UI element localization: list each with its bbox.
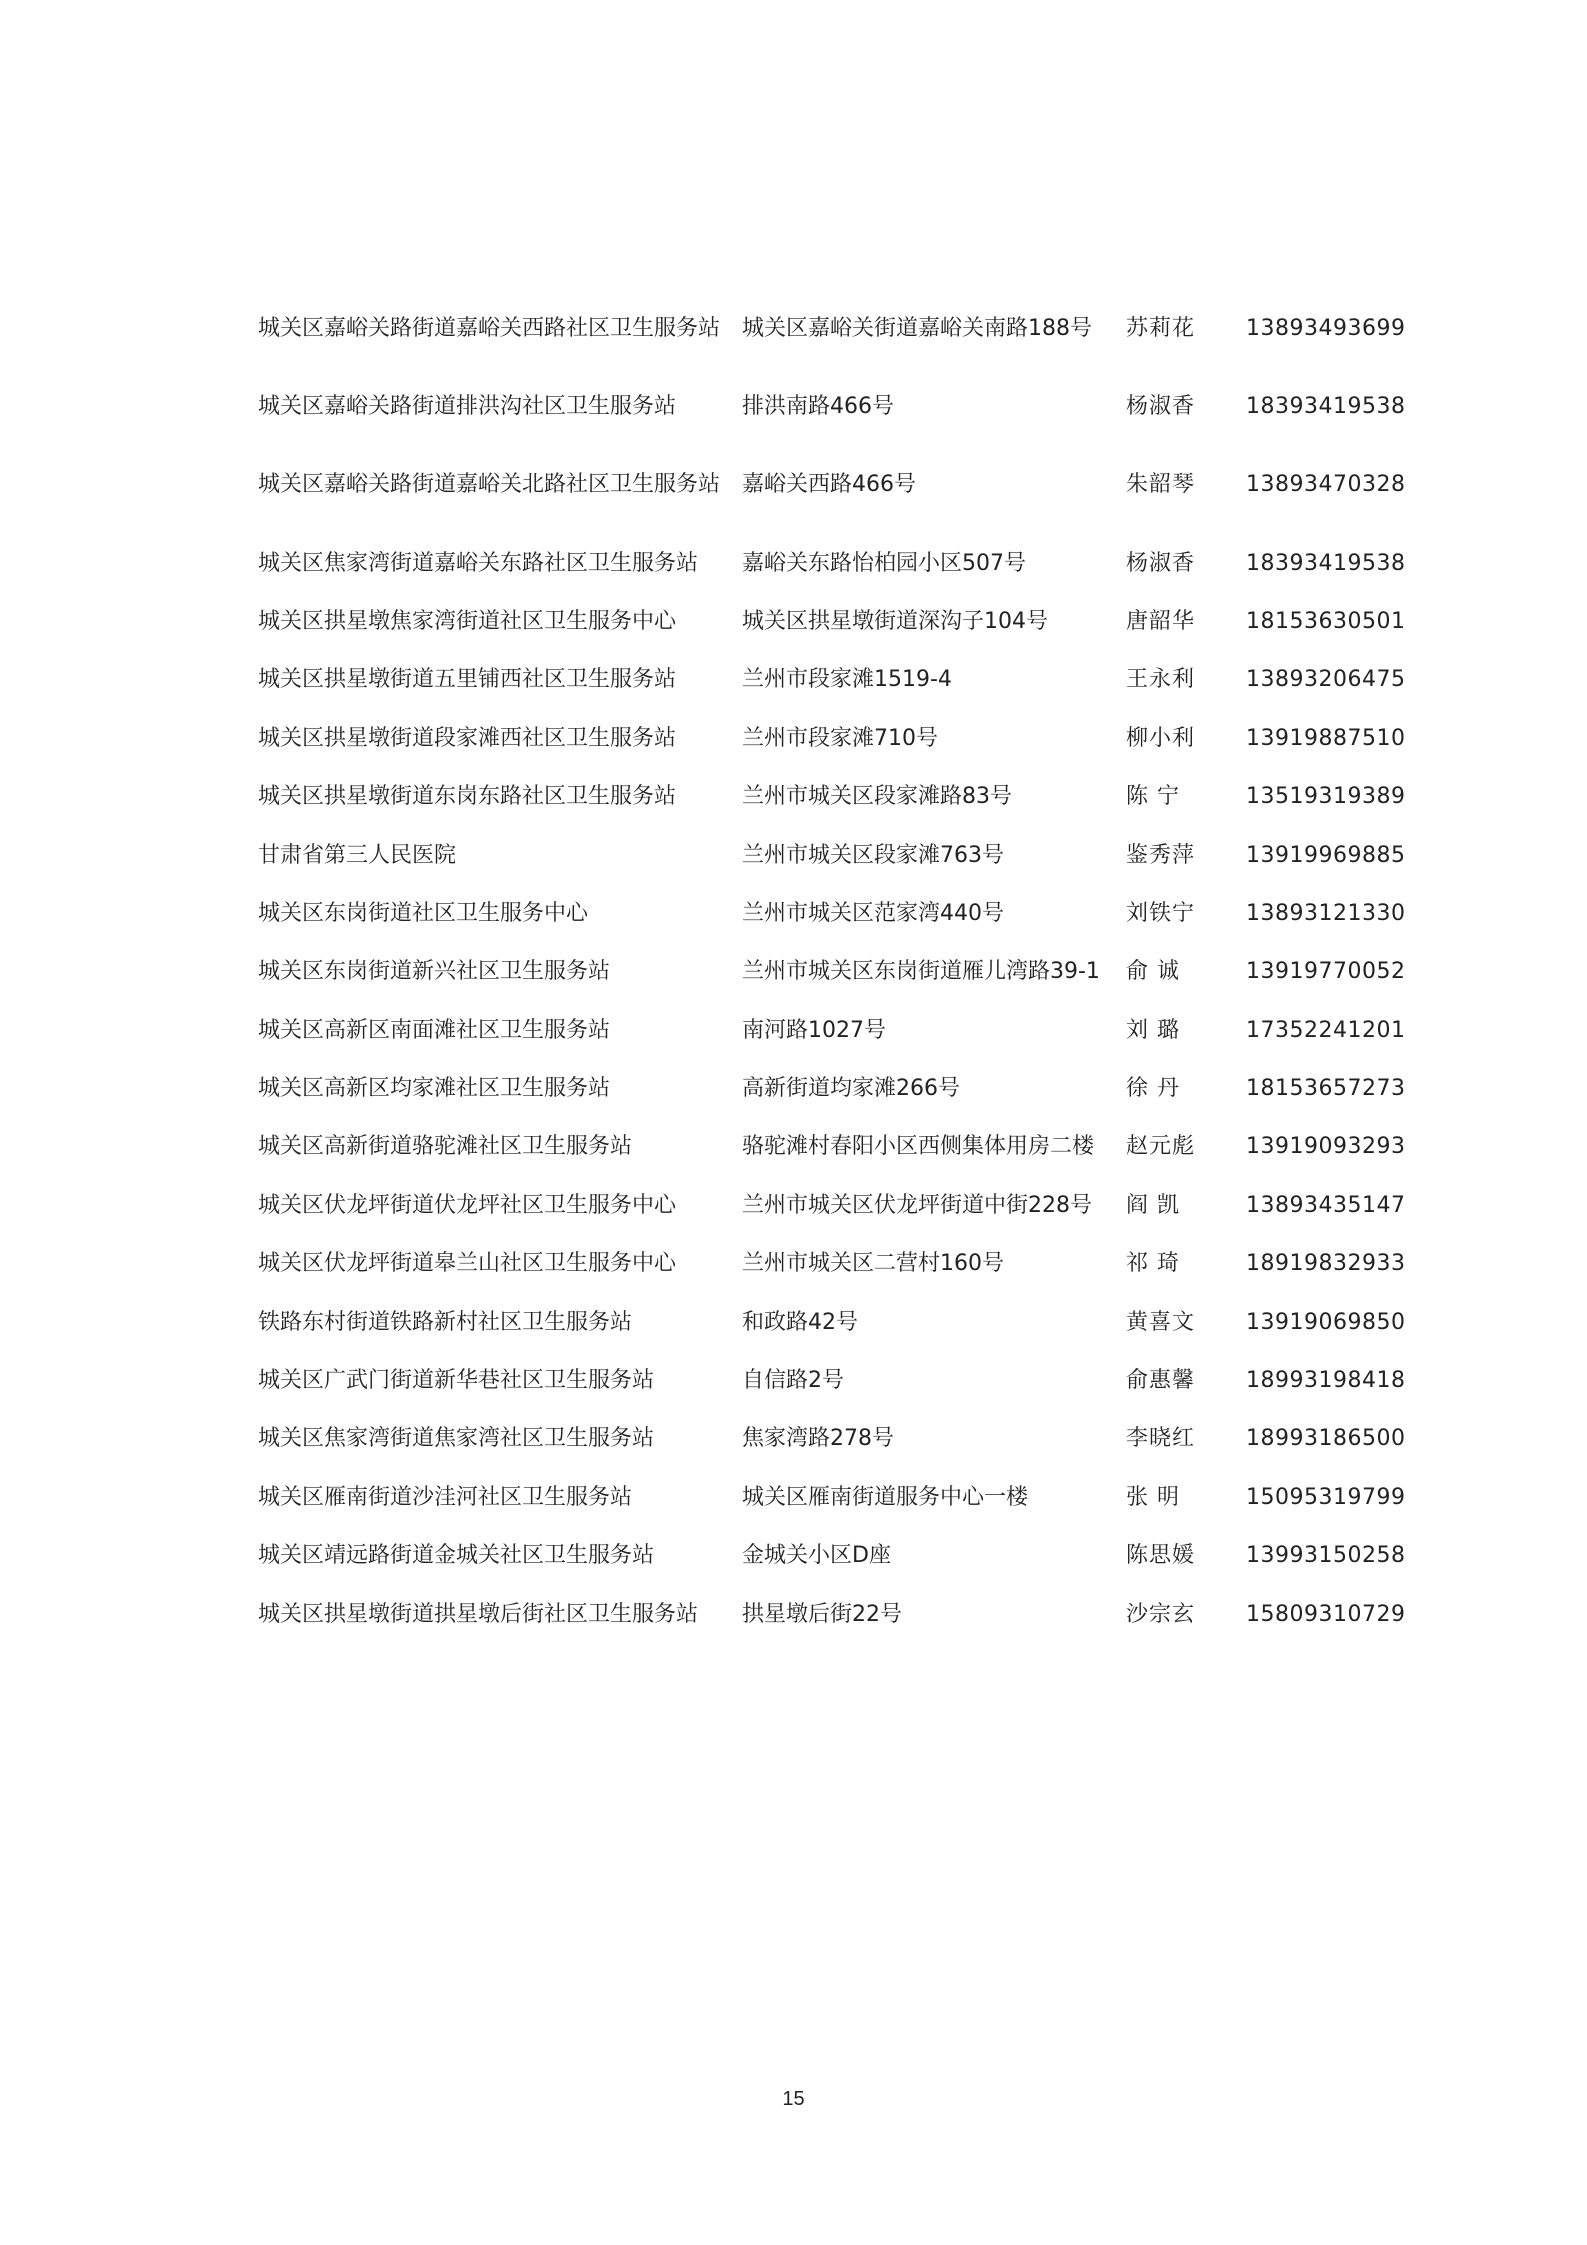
station-name: 城关区拱星墩焦家湾街道社区卫生服务中心 xyxy=(258,608,677,634)
phone-number: 18993186500 xyxy=(1246,1426,1406,1452)
contact-person: 刘铁宁 xyxy=(1126,900,1196,926)
station-name: 城关区嘉峪关路街道排洪沟社区卫生服务站 xyxy=(258,394,677,420)
station-address: 嘉峪关西路466号 xyxy=(742,472,916,498)
station-address: 骆驼滩村春阳小区西侧集体用房二楼 xyxy=(742,1134,1095,1160)
contact-person: 赵元彪 xyxy=(1126,1134,1196,1160)
station-address: 兰州市城关区东岗街道雁儿湾路39-1 xyxy=(742,959,1100,985)
table-row xyxy=(258,1177,1408,1235)
phone-number: 18393419538 xyxy=(1246,550,1406,576)
station-address: 兰州市段家滩710号 xyxy=(742,725,938,751)
station-name: 甘肃省第三人民医院 xyxy=(258,842,457,868)
station-address: 兰州市城关区范家湾440号 xyxy=(742,900,1004,926)
table-row xyxy=(258,710,1408,768)
table-row xyxy=(258,651,1408,709)
station-name: 城关区高新街道骆驼滩社区卫生服务站 xyxy=(258,1134,633,1160)
station-address: 自信路2号 xyxy=(742,1368,844,1394)
table-row xyxy=(258,378,1408,436)
phone-number: 13919093293 xyxy=(1246,1134,1406,1160)
phone-number: 18919832933 xyxy=(1246,1251,1406,1277)
station-name: 城关区拱星墩街道段家滩西社区卫生服务站 xyxy=(258,725,677,751)
station-address: 排洪南路466号 xyxy=(742,394,894,420)
table-row xyxy=(258,593,1408,651)
station-address: 金城关小区D座 xyxy=(742,1543,891,1569)
table-row xyxy=(258,1352,1408,1410)
station-name: 城关区高新区均家滩社区卫生服务站 xyxy=(258,1076,611,1102)
station-name: 城关区广武门街道新华巷社区卫生服务站 xyxy=(258,1368,655,1394)
contact-person: 张 明 xyxy=(1126,1484,1180,1510)
station-address: 城关区雁南街道服务中心一楼 xyxy=(742,1484,1029,1510)
table-row xyxy=(258,943,1408,1001)
table-row xyxy=(258,1060,1408,1118)
table-row xyxy=(258,826,1408,884)
station-name: 铁路东村街道铁路新村社区卫生服务站 xyxy=(258,1309,633,1335)
station-name: 城关区焦家湾街道焦家湾社区卫生服务站 xyxy=(258,1426,655,1452)
contact-person: 柳小利 xyxy=(1126,725,1196,751)
contact-person: 杨淑香 xyxy=(1126,394,1196,420)
table-row xyxy=(258,1585,1408,1643)
station-name: 城关区雁南街道沙洼河社区卫生服务站 xyxy=(258,1484,633,1510)
phone-number: 13893435147 xyxy=(1246,1192,1406,1218)
station-address: 拱星墩后街22号 xyxy=(742,1601,902,1627)
station-name: 城关区东岗街道社区卫生服务中心 xyxy=(258,900,589,926)
phone-number: 13919887510 xyxy=(1246,725,1406,751)
phone-number: 13893206475 xyxy=(1246,667,1406,693)
phone-number: 13919969885 xyxy=(1246,842,1406,868)
station-address: 城关区拱星墩街道深沟子104号 xyxy=(742,608,1048,634)
phone-number: 18153657273 xyxy=(1246,1076,1406,1102)
phone-number: 13993150258 xyxy=(1246,1543,1406,1569)
table-row xyxy=(258,1469,1408,1527)
station-address: 兰州市城关区二营村160号 xyxy=(742,1251,1004,1277)
phone-number: 13893493699 xyxy=(1246,316,1406,341)
station-address: 城关区嘉峪关街道嘉峪关南路188号 xyxy=(742,316,1092,341)
phone-number: 18153630501 xyxy=(1246,608,1406,634)
table-row xyxy=(258,1118,1408,1176)
station-name: 城关区东岗街道新兴社区卫生服务站 xyxy=(258,959,611,985)
station-address: 高新街道均家滩266号 xyxy=(742,1076,960,1102)
table-row xyxy=(258,1410,1408,1468)
page-number: 15 xyxy=(782,2088,805,2110)
phone-number: 13519319389 xyxy=(1246,784,1406,810)
table-body xyxy=(258,280,1408,1644)
phone-number: 15809310729 xyxy=(1246,1601,1406,1627)
station-address: 兰州市城关区伏龙坪街道中街228号 xyxy=(742,1192,1092,1218)
station-name: 城关区靖远路街道金城关社区卫生服务站 xyxy=(258,1543,655,1569)
station-address: 兰州市段家滩1519-4 xyxy=(742,667,952,693)
table-row xyxy=(258,436,1408,534)
table-row xyxy=(258,885,1408,943)
table-row xyxy=(258,534,1408,592)
contact-person: 黄喜文 xyxy=(1126,1309,1196,1335)
contact-person: 鉴秀萍 xyxy=(1126,842,1196,868)
station-address: 兰州市城关区段家滩763号 xyxy=(742,842,1004,868)
health-station-table xyxy=(258,280,1408,1644)
station-address: 南河路1027号 xyxy=(742,1017,886,1043)
phone-number: 15095319799 xyxy=(1246,1484,1406,1510)
phone-number: 13919069850 xyxy=(1246,1309,1406,1335)
contact-person: 沙宗玄 xyxy=(1126,1601,1196,1627)
phone-number: 18393419538 xyxy=(1246,394,1406,420)
station-name: 城关区拱星墩街道五里铺西社区卫生服务站 xyxy=(258,667,677,693)
contact-person: 刘 璐 xyxy=(1126,1017,1180,1043)
table-row xyxy=(258,768,1408,826)
contact-person: 苏莉花 xyxy=(1126,316,1196,341)
table-row xyxy=(258,1527,1408,1585)
station-name: 城关区焦家湾街道嘉峪关东路社区卫生服务站 xyxy=(258,550,699,576)
contact-person: 陈思媛 xyxy=(1126,1543,1196,1569)
station-address: 焦家湾路278号 xyxy=(742,1426,894,1452)
contact-person: 王永利 xyxy=(1126,667,1196,693)
phone-number: 13919770052 xyxy=(1246,959,1406,985)
station-name: 城关区伏龙坪街道伏龙坪社区卫生服务中心 xyxy=(258,1192,677,1218)
contact-person: 唐韶华 xyxy=(1126,608,1196,634)
contact-person: 徐 丹 xyxy=(1126,1076,1180,1102)
station-name: 城关区嘉峪关路街道嘉峪关西路社区卫生服务站 xyxy=(258,316,721,341)
table-row xyxy=(258,1293,1408,1351)
station-address: 和政路42号 xyxy=(742,1309,858,1335)
station-name: 城关区高新区南面滩社区卫生服务站 xyxy=(258,1017,611,1043)
phone-number: 13893121330 xyxy=(1246,900,1406,926)
station-address: 兰州市城关区段家滩路83号 xyxy=(742,784,1012,810)
phone-number: 17352241201 xyxy=(1246,1017,1406,1043)
table-row xyxy=(258,1002,1408,1060)
contact-person: 俞 诚 xyxy=(1126,959,1180,985)
station-name: 城关区拱星墩街道拱星墩后街社区卫生服务站 xyxy=(258,1601,699,1627)
contact-person: 祁 琦 xyxy=(1126,1251,1180,1277)
contact-person: 俞惠馨 xyxy=(1126,1368,1196,1394)
contact-person: 陈 宁 xyxy=(1126,784,1180,810)
contact-person: 阎 凯 xyxy=(1126,1192,1180,1218)
station-address: 嘉峪关东路怡柏园小区507号 xyxy=(742,550,1026,576)
table-row xyxy=(258,1235,1408,1293)
table-row xyxy=(258,280,1408,378)
contact-person: 李晓红 xyxy=(1126,1426,1196,1452)
station-name: 城关区伏龙坪街道皋兰山社区卫生服务中心 xyxy=(258,1251,677,1277)
station-name: 城关区拱星墩街道东岗东路社区卫生服务站 xyxy=(258,784,677,810)
station-name: 城关区嘉峪关路街道嘉峪关北路社区卫生服务站 xyxy=(258,472,721,498)
contact-person: 朱韶琴 xyxy=(1126,472,1196,498)
phone-number: 18993198418 xyxy=(1246,1368,1406,1394)
phone-number: 13893470328 xyxy=(1246,472,1406,498)
contact-person: 杨淑香 xyxy=(1126,550,1196,576)
